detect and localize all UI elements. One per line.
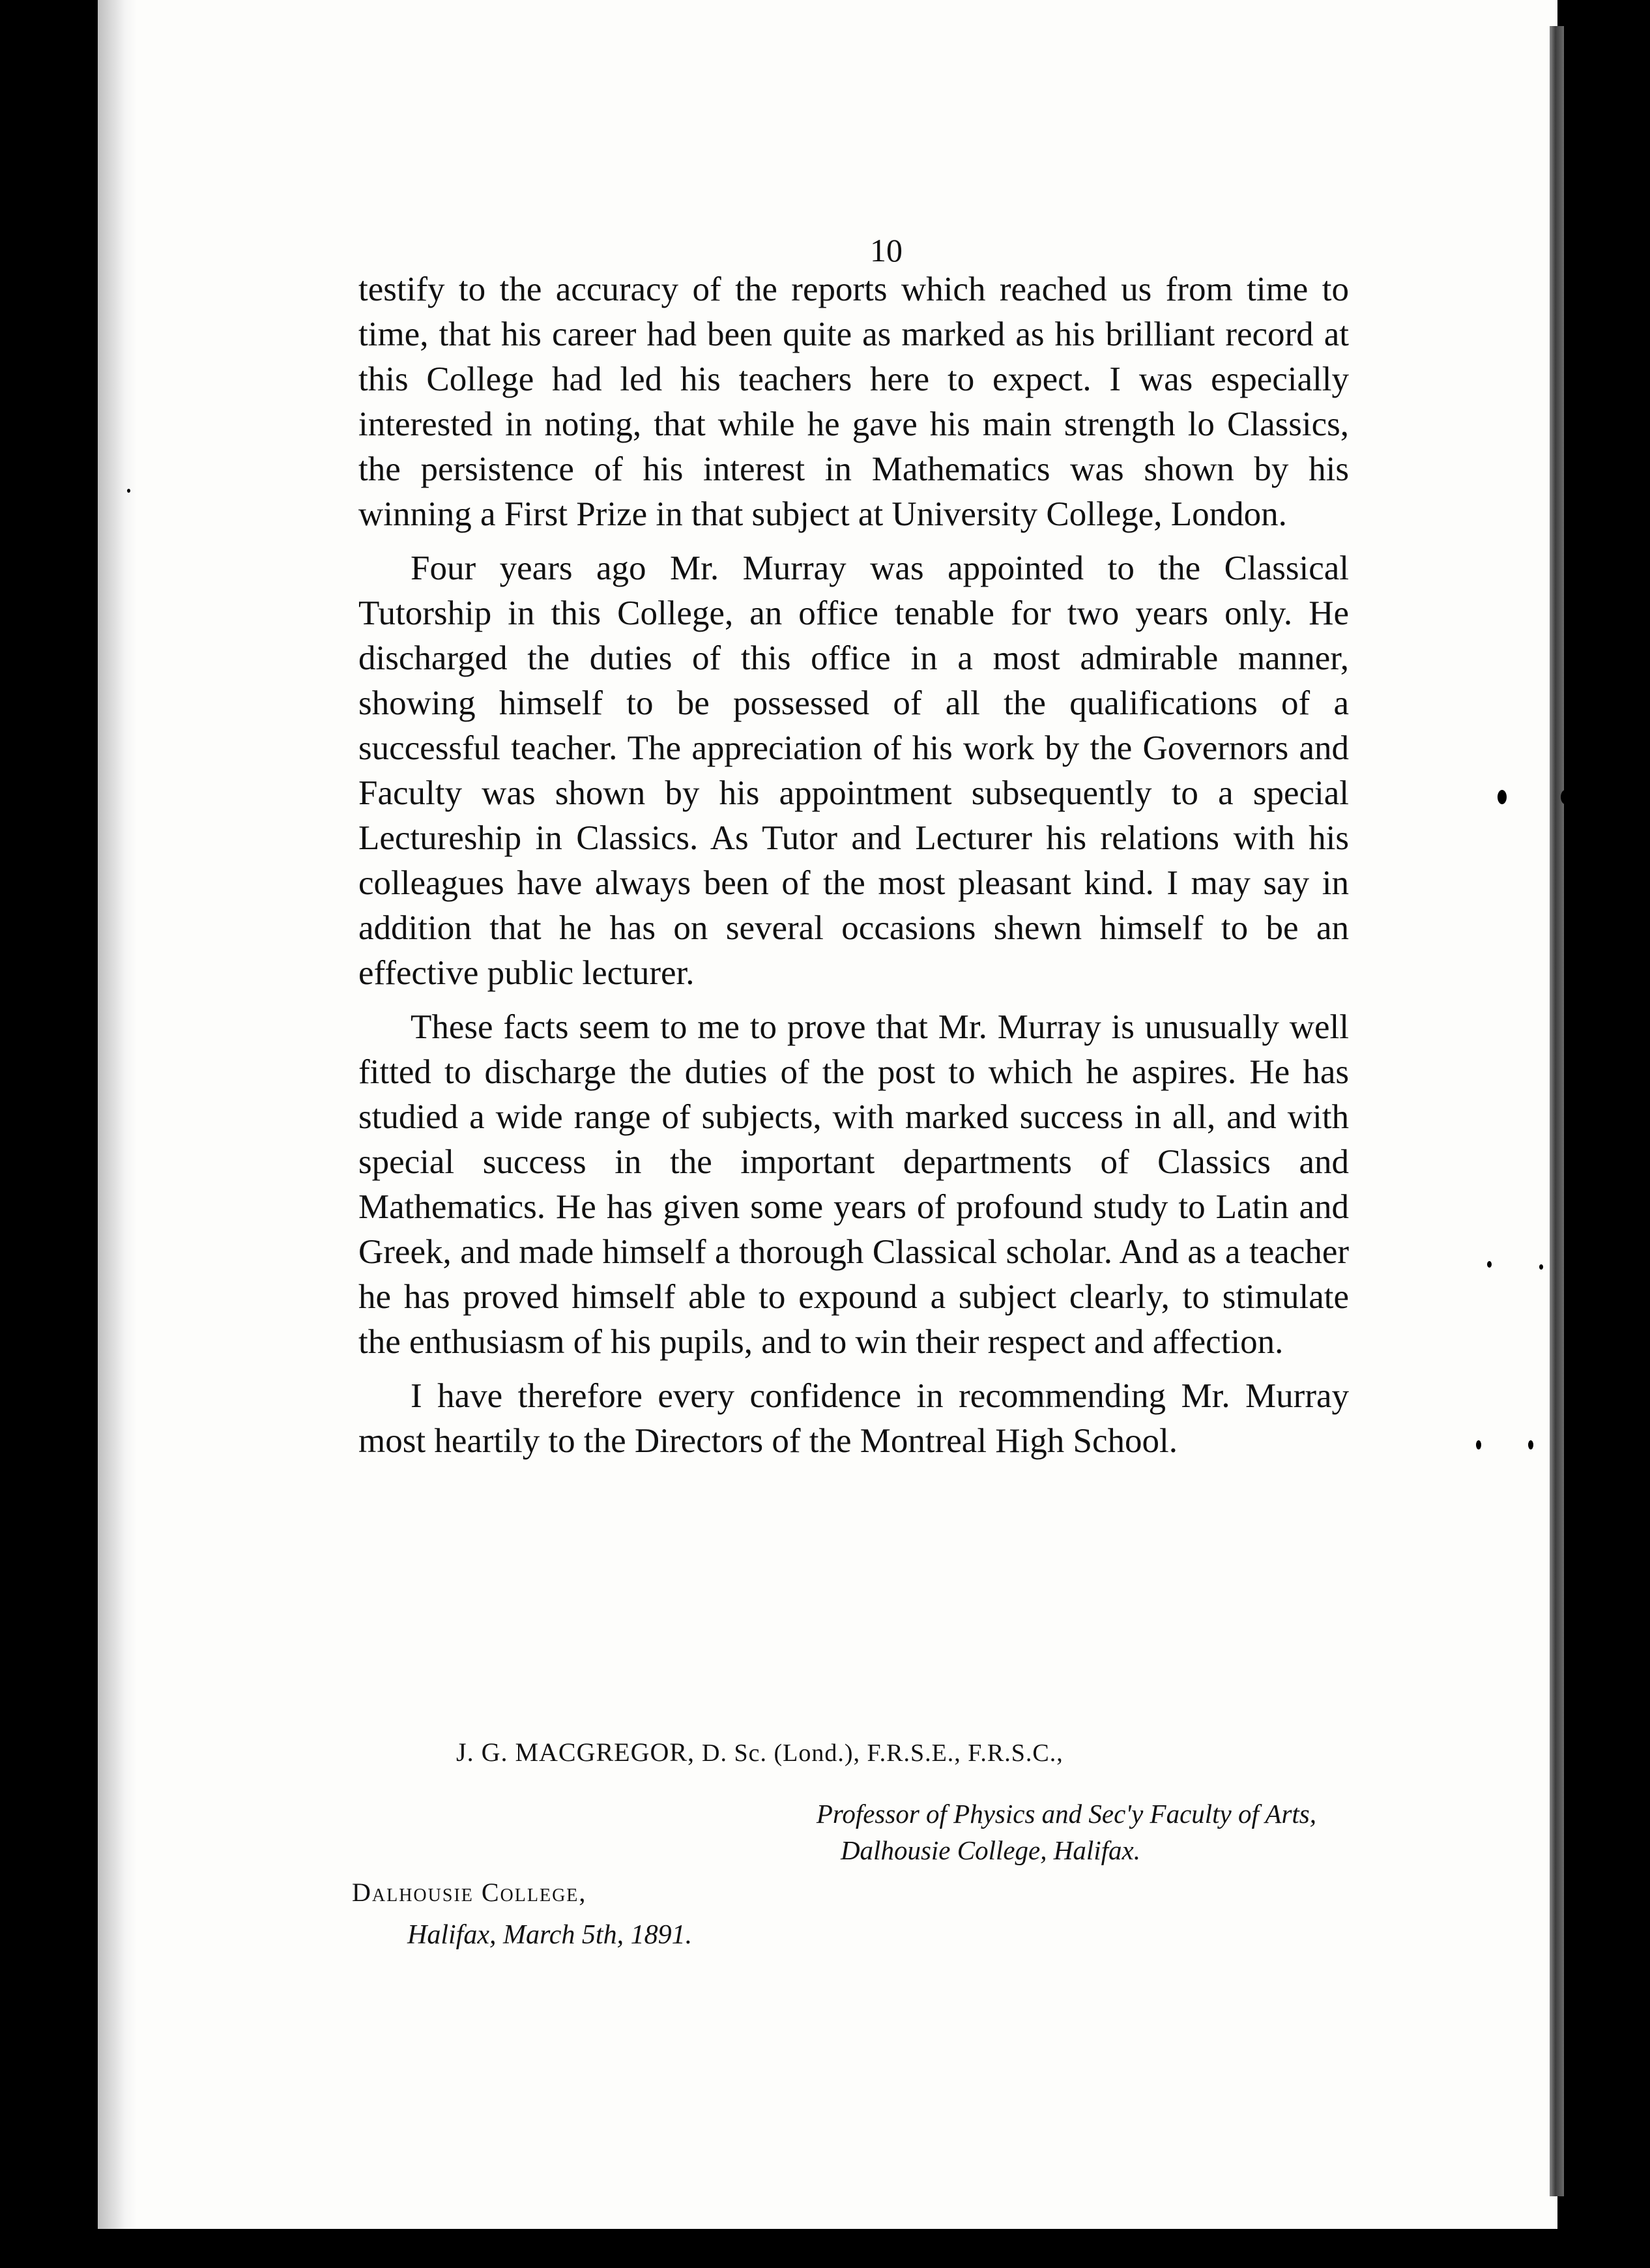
- scan-speck: [127, 489, 130, 493]
- scan-speck: [1528, 1440, 1533, 1449]
- page-binding-shadow: [98, 0, 137, 2229]
- title-line: Dalhousie College, Halifax.: [840, 1835, 1140, 1865]
- scan-speck: [1561, 790, 1570, 804]
- page-number: 10: [870, 232, 903, 269]
- signatory-degrees: D. Sc. (Lond.), F.R.S.E., F.R.S.C.,: [702, 1739, 1064, 1767]
- title-line: Professor of Physics and Sec'y Faculty of Arts,: [816, 1799, 1316, 1829]
- scan-speck: [1487, 1261, 1492, 1268]
- signatory-name: J. G. MACGREGOR,: [456, 1737, 695, 1767]
- scan-speck: [1570, 613, 1574, 619]
- scan-speck: [1539, 1264, 1543, 1270]
- signatory-title: [691, 1796, 1316, 1868]
- place-line: Dalhousie College,: [352, 1878, 587, 1907]
- date-line: Halifax, March 5th, 1891.: [407, 1920, 693, 1950]
- scan-background-strip: [1564, 0, 1650, 2268]
- paragraph: These facts seem to me to prove that Mr. Murray is unusually well fitted to discharge the duties of the post to which he aspires. He has studied a wide range of subjects, with marked success in all, and with special success in the important departments of Classics and Mathematics. He has given some years of profound study to Latin and Greek, and made himself a thorough Classical scholar. And as a teacher he has proved himself able to expound a subject clearly, to stimulate the enthusiasm of his pupils, and to win their respect and affection.: [358, 1008, 1349, 1361]
- letter-body: [358, 267, 1349, 1473]
- paragraph: I have therefore every confidence in recommending Mr. Murray most heartily to the Directors of the Montreal High School.: [358, 1377, 1349, 1460]
- paragraph: testify to the accuracy of the reports which reached us from time to time, that his career had been quite as marked as his brilliant record at this College had led his teachers here to expect. I was especially interested in noting, that while he gave his main strength lo Classics, the persistence of his interest in Mathematics was shown by his winning a First Prize in that subject at University College, London.: [358, 270, 1349, 533]
- paragraph: Four years ago Mr. Murray was appointed to the Classical Tutorship in this College, an office tenable for two years only. He discharged the duties of this office in a most admirable manner, showing himself to be possessed of all the qualifications of a successful teacher. The appreciation of his work by the Governors and Faculty was shown by his appointment subsequently to a special Lectureship in Classics. As Tutor and Lecturer his relations with his colleagues have always been of the most pleasant kind. I may say in addition that he has on several occasions shewn himself to be an effective public lecturer.: [358, 549, 1349, 992]
- page-fold-edge: [1550, 26, 1564, 2196]
- signature-block: [456, 1737, 1303, 1767]
- scan-speck: [1498, 790, 1507, 804]
- scan-speck: [1476, 1440, 1481, 1449]
